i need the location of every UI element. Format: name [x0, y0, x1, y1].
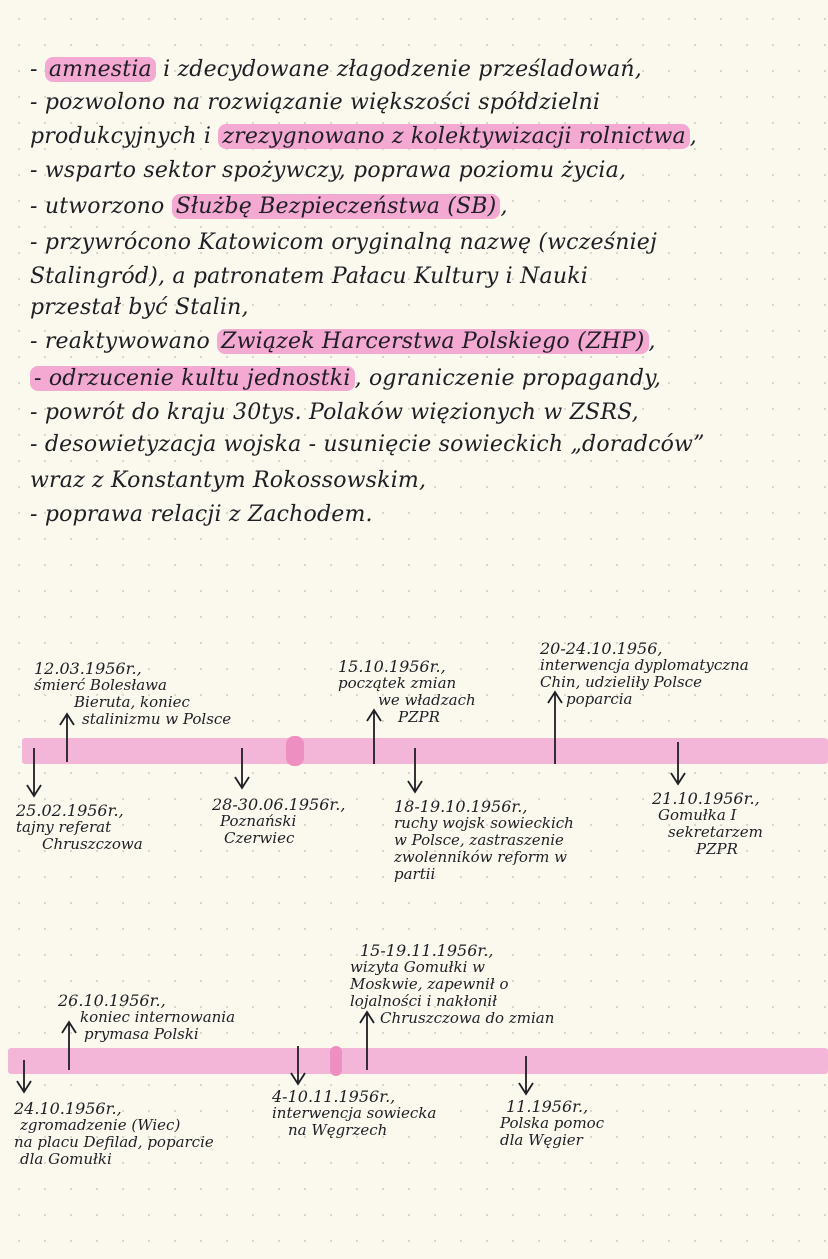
- timeline-event: 4-10.11.1956r., interwencja sowiecka na Węgrzech: [272, 1087, 437, 1139]
- arrow-down-icon: [288, 1046, 308, 1086]
- timeline-marker: [286, 736, 304, 766]
- note-line: - reaktywowano Związek Harcerstwa Polskiego (ZHP) ,: [30, 329, 656, 354]
- timeline-event: 11.1956r., Polska pomoc dla Węgier: [500, 1097, 605, 1149]
- timeline-event: 25.02.1956r., tajny referat Chruszczowa: [16, 801, 143, 853]
- note-line: - odrzucenie kultu jednostki , ograniczenie propagandy,: [30, 364, 661, 394]
- note-line: - utworzono Służbę Bezpieczeństwa (SB) ,: [30, 194, 508, 219]
- timeline-event: 26.10.1956r., koniec internowania prymasa Polski: [58, 991, 236, 1043]
- note-line: przestał być Stalin,: [30, 295, 249, 320]
- arrow-down-icon: [516, 1056, 536, 1096]
- arrow-down-icon: [14, 1060, 34, 1094]
- arrow-down-icon: [405, 748, 425, 794]
- note-line: - wsparto sektor spożywczy, poprawa poziomu życia,: [30, 158, 627, 183]
- timeline-event: 15.10.1956r., początek zmian we władzach PZPR: [338, 657, 476, 726]
- note-line: produkcyjnych i zrezygnowano z kolektywizacji rolnictwa ,: [30, 124, 697, 149]
- timeline-event: 28-30.06.1956r., Poznański Czerwiec: [212, 795, 346, 847]
- note-line: - przywrócono Katowicom oryginalną nazwę (wcześniej: [30, 230, 658, 255]
- note-line: - pozwolono na rozwiązanie większości spółdzielni: [30, 90, 601, 115]
- arrow-down-icon: [24, 748, 44, 798]
- arrow-down-icon: [668, 742, 688, 786]
- timeline-event: 20-24.10.1956, interwencja dyplomatyczna Chin, udzieliły Polsce poparcia: [540, 639, 749, 708]
- timeline-event: 18-19.10.1956r., ruchy wojsk sowieckich w Polsce, zastraszenie zwolenników reform w partii: [394, 797, 574, 883]
- timeline-event: 12.03.1956r., śmierć Bolesława Bieruta, koniec stalinizmu w Polsce: [34, 659, 232, 728]
- note-line: wraz z Konstantym Rokossowskim,: [30, 468, 427, 493]
- timeline-marker: [330, 1046, 342, 1076]
- timeline-event: 15-19.11.1956r., wizyta Gomułki w Moskwie, zapewnił o lojalności i nakłonił Chruszczowa do zmian: [350, 941, 555, 1027]
- timeline-bar: [22, 738, 828, 764]
- note-line: - desowietyzacja wojska - usunięcie sowieckich „doradców”: [30, 432, 705, 457]
- timeline-event: 21.10.1956r., Gomułka I sekretarzem PZPR: [652, 789, 763, 858]
- arrow-down-icon: [232, 748, 252, 790]
- timeline-bar: [8, 1048, 828, 1074]
- notes-list: [0, 0, 828, 560]
- note-line: - amnestia i zdecydowane złagodzenie prześladowań,: [30, 57, 642, 82]
- timeline-event: 24.10.1956r., zgromadzenie (Wiec) na placu Defilad, poparcie dla Gomułki: [14, 1099, 214, 1168]
- note-line: Stalingród), a patronatem Pałacu Kultury i Nauki: [30, 264, 588, 289]
- note-line: - poprawa relacji z Zachodem.: [30, 502, 373, 527]
- note-line: - powrót do kraju 30tys. Polaków więzionych w ZSRS,: [30, 400, 639, 425]
